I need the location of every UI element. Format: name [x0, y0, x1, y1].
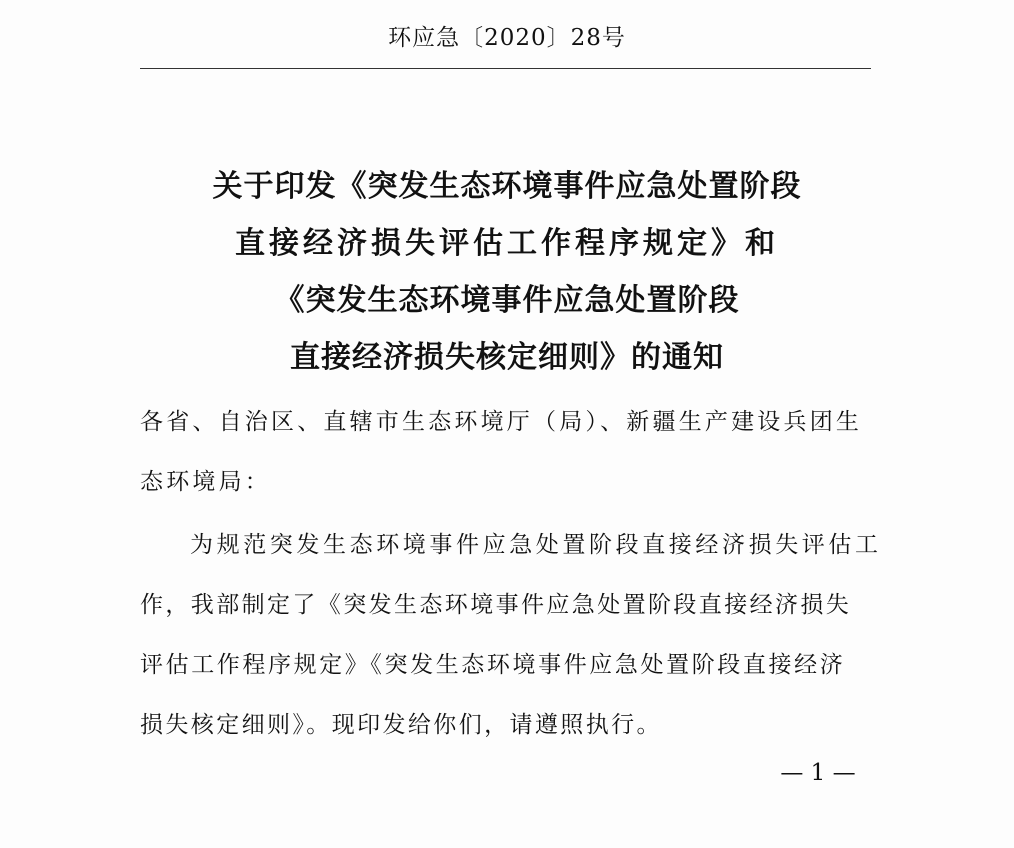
body-line-1: 为规范突发生态环境事件应急处置阶段直接经济损失评估工: [190, 532, 882, 558]
title-line-3: 《突发生态环境事件应急处置阶段: [274, 283, 740, 318]
addressee-line-2: 态环境局：: [140, 469, 271, 495]
title-line-1: 关于印发《突发生态环境事件应急处置阶段: [212, 169, 802, 204]
header-divider: [140, 68, 871, 69]
addressee-line-1: 各省、自治区、直辖市生态环境厅（局）、新疆生产建设兵团生: [140, 409, 863, 435]
document-number: 环应急〔2020〕28号: [388, 25, 626, 51]
page-number: — 1 —: [780, 760, 856, 786]
document-title: [120, 158, 894, 386]
body-line-3: 评估工作程序规定》《突发生态环境事件应急处置阶段直接经济: [140, 652, 846, 678]
body-line-4: 损失核定细则》。现印发给你们，请遵照执行。: [140, 712, 662, 738]
title-line-4: 直接经济损失核定细则》的通知: [290, 340, 724, 375]
body-line-2: 作，我部制定了《突发生态环境事件应急处置阶段直接经济损失: [140, 592, 852, 618]
title-line-2: 直接经济损失评估工作程序规定》和: [235, 226, 779, 261]
